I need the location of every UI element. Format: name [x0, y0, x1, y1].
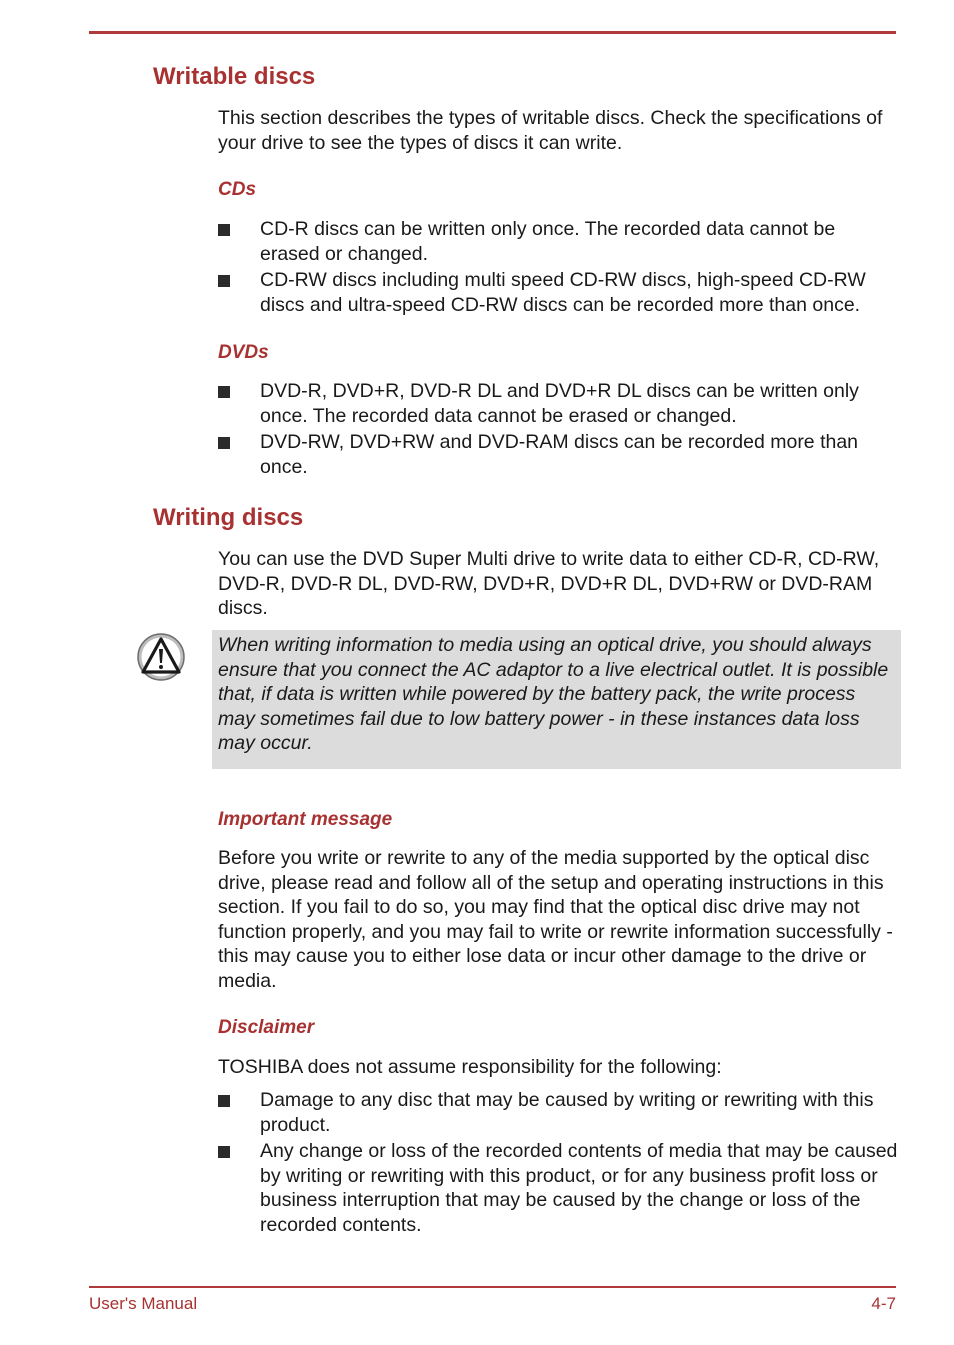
- writing-discs-intro: You can use the DVD Super Multi drive to write data to either CD-R, CD-RW, DVD-R, DVD-R DL, DVD-RW, DVD+R, DVD+R DL, DVD+RW or DVD-RAM discs.: [218, 548, 880, 619]
- list-item-text: DVD-RW, DVD+RW and DVD-RAM discs can be recorded more than once.: [260, 431, 859, 478]
- footer-rule: [89, 1286, 896, 1288]
- warning-note: [212, 630, 901, 769]
- subsection-title-cds: CDs: [218, 179, 257, 200]
- subsection-title-disclaimer: Disclaimer: [218, 1017, 315, 1038]
- disclaimer-intro: TOSHIBA does not assume responsibility for the following:: [218, 1056, 722, 1078]
- footer-page-number: 4-7: [871, 1294, 896, 1313]
- bullet-square-icon: [218, 1146, 230, 1158]
- header-rule: [89, 31, 896, 34]
- bullet-square-icon: [218, 1095, 230, 1107]
- list-item-text: DVD-R, DVD+R, DVD-R DL and DVD+R DL discs can be written only once. The recorded data cannot be erased or changed.: [260, 380, 859, 427]
- list-item-text: Any change or loss of the recorded contents of media that may be caused by writing or rewriting with this product, or for any business profit loss or business interruption that may be caused by the change or loss of the recorded contents.: [260, 1140, 898, 1236]
- subsection-title-important-message: Important message: [218, 809, 393, 830]
- bullet-square-icon: [218, 437, 230, 449]
- subsection-title-dvds: DVDs: [218, 342, 269, 363]
- list-item-text: CD-RW discs including multi speed CD-RW discs, high-speed CD-RW discs and ultra-speed CD-RW discs can be recorded more than once.: [260, 269, 866, 316]
- section-title-writable-discs: Writable discs: [153, 63, 316, 90]
- list-item-text: CD-R discs can be written only once. The recorded data cannot be erased or changed.: [260, 218, 836, 265]
- list-item-text: Damage to any disc that may be caused by writing or rewriting with this product.: [260, 1089, 874, 1136]
- bullet-square-icon: [218, 275, 230, 287]
- warning-note-text: When writing information to media using an optical drive, you should always ensure that you connect the AC adaptor to a live electrical outlet. It is possible that, if data is written while powered by the battery pack, the write process may sometimes fail due to low battery power - in these instances data loss may occur.: [218, 634, 889, 754]
- bullet-square-icon: [218, 224, 230, 236]
- section-title-writing-discs: Writing discs: [153, 504, 304, 531]
- important-message-text: Before you write or rewrite to any of the media supported by the optical disc drive, please read and follow all of the setup and operating instructions in this section. If you fail to do so, you may find that the optical disc drive may not function properly, and you may fail to write or rewrite information successfully - this may cause you to either lose data or incur other damage to the drive or media.: [218, 847, 893, 992]
- warning-triangle-icon: [136, 632, 186, 682]
- bullet-square-icon: [218, 386, 230, 398]
- writable-discs-intro: This section describes the types of writable discs. Check the specifications of your drive to see the types of discs it can write.: [218, 107, 883, 154]
- footer-manual-title: User's Manual: [89, 1294, 198, 1313]
